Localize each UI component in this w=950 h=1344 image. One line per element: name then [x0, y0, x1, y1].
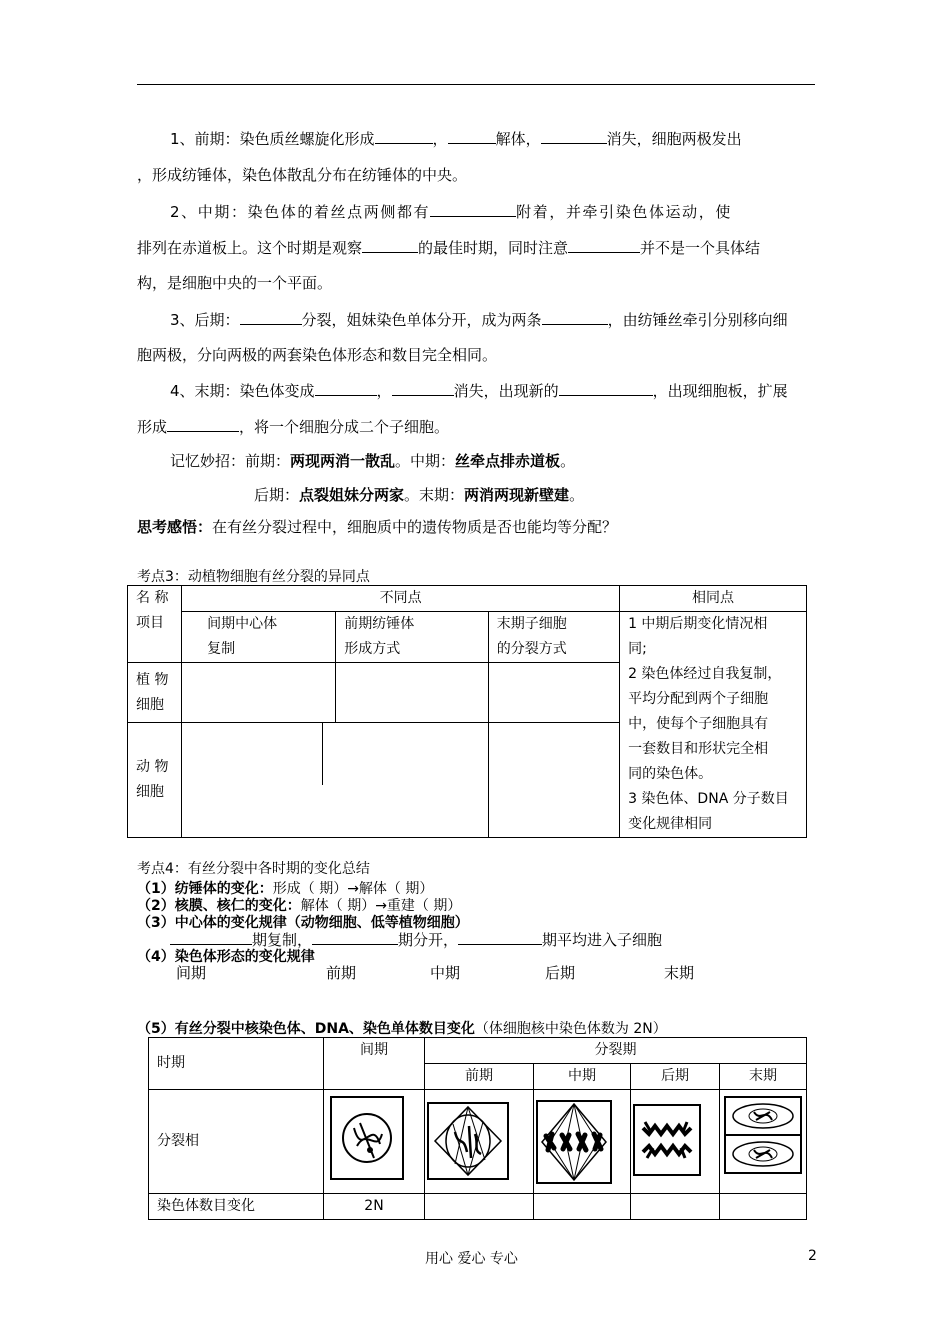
k3-header-diff: 不同点 — [182, 586, 620, 612]
blank — [240, 308, 302, 325]
k5-h-division: 分裂期 — [425, 1038, 807, 1064]
k4-phase-3: 中期 — [430, 964, 461, 982]
blank — [448, 127, 496, 144]
k3-col-cytokinesis: 末期子细胞 的分裂方式 — [488, 612, 619, 663]
k3-row-animal: 动 物 细胞 — [128, 723, 182, 838]
k5-fig-telophase — [720, 1090, 807, 1194]
blank — [559, 379, 653, 396]
para-anaphase: 3、后期： 分裂，姐妹染色单体分开，成为两条 ，由纺锤丝牵引分别移向细 — [170, 308, 788, 330]
k5-fig-interphase — [324, 1090, 425, 1194]
reflection: 思考感悟：在有丝分裂过程中，细胞质中的遗传物质是否也能均等分配？ — [137, 518, 618, 536]
k5-h-prophase: 前期 — [425, 1064, 534, 1090]
cell — [182, 663, 336, 723]
k5-fig-metaphase — [534, 1090, 631, 1194]
blank — [430, 200, 516, 217]
blank — [375, 127, 433, 144]
blank — [542, 308, 608, 325]
k3-row-plant: 植 物 细胞 — [128, 663, 182, 723]
k5-row-phase: 分裂相 — [149, 1090, 324, 1194]
mnemonic-line-2: 后期：点裂姐妹分两家。末期：两消两现新壁建。 — [254, 486, 585, 504]
cell — [425, 1194, 534, 1220]
k5-h-period: 时期 — [149, 1038, 324, 1090]
para-telophase: 4、末期：染色体变成 ， 消失，出现新的 ，出现细胞板，扩展 — [170, 379, 788, 401]
k5-fig-anaphase — [631, 1090, 720, 1194]
k4-line-2: （2）核膜、核仁的变化：解体（ 期）→重建（ 期） — [137, 898, 462, 914]
blank — [541, 127, 607, 144]
k4-phase-5: 末期 — [664, 964, 695, 982]
k5-h-anaphase: 后期 — [631, 1064, 720, 1090]
mnemonic-line-1: 记忆妙招：前期：两现两消一散乱。中期：丝牵点排赤道板。 — [170, 452, 576, 470]
k4-phase-4: 后期 — [545, 964, 576, 982]
blank — [167, 415, 239, 432]
blank — [170, 928, 252, 945]
blank — [312, 928, 398, 945]
blank — [315, 379, 377, 396]
blank — [392, 379, 454, 396]
blank — [458, 928, 542, 945]
blank — [568, 236, 640, 253]
para-anaphase-cont: 胞两极，分向两极的两套染色体形态和数目完全相同。 — [137, 346, 498, 364]
k4-line-3b: 期复制， 期分开， 期平均进入子细胞 — [170, 928, 662, 950]
cell — [534, 1194, 631, 1220]
k5-h-interphase: 间期 — [324, 1038, 425, 1090]
header-rule — [137, 84, 815, 85]
footer-text: 用心 爱心 专心 — [425, 1251, 518, 1267]
k3-same-points: 1 中期后期变化情况相 同; 2 染色体经过自我复制， 平均分配到两个子细胞 中，使每个子细胞具有 一套数目和形状完全相 同的染色体。 3 染色体、DNA 分子数目 变化规律相同 — [620, 612, 807, 838]
k5-row-chromosome: 染色体数目变化 — [149, 1194, 324, 1220]
k4-phase-1: 间期 — [176, 964, 207, 982]
page-number: 2 — [808, 1248, 817, 1264]
k5-fig-prophase — [425, 1090, 534, 1194]
cell — [336, 663, 489, 723]
k5-table — [148, 1037, 807, 1220]
cell — [720, 1194, 807, 1220]
k4-line-4: （4）染色体形态的变化规律 — [137, 949, 315, 965]
blank — [362, 236, 418, 253]
para-metaphase: 2、中期：染色体的着丝点两侧都有 附着，并牵引染色体运动，使 — [170, 200, 732, 222]
k5-h-metaphase: 中期 — [534, 1064, 631, 1090]
k3-table — [127, 585, 807, 838]
k3-header-name: 名 称 项目 — [128, 586, 182, 663]
k3-col-centrosome: 间期中心体 复制 — [182, 612, 336, 663]
k3-col-spindle: 前期纺锤体 形成方式 — [336, 612, 489, 663]
k5-title: （5）有丝分裂中核染色体、DNA、染色单体数目变化（体细胞核中染色体数为 2N） — [137, 1021, 667, 1037]
k4-line-1: （1）纺锤体的变化：形成（ 期）→解体（ 期） — [137, 881, 434, 897]
para-prophase: 1、前期：染色质丝螺旋化形成 ， 解体， 消失，细胞两极发出 — [170, 127, 742, 149]
k5-chromosome-interphase: 2N — [324, 1194, 425, 1220]
k3-title: 考点3：动植物细胞有丝分裂的异同点 — [137, 569, 370, 585]
cell — [182, 723, 489, 838]
k5-h-telophase: 末期 — [720, 1064, 807, 1090]
para-telophase-cont: 形成 ，将一个细胞分成二个子细胞。 — [137, 415, 449, 437]
para-metaphase-end: 构，是细胞中央的一个平面。 — [137, 274, 333, 292]
cell — [488, 723, 619, 838]
para-metaphase-cont: 排列在赤道板上。这个时期是观察 的最佳时期，同时注意 并不是一个具体结 — [137, 236, 760, 258]
para-prophase-cont: ，形成纺锤体，染色体散乱分布在纺锤体的中央。 — [137, 166, 468, 184]
cell — [488, 663, 619, 723]
k4-phase-2: 前期 — [326, 964, 357, 982]
cell — [631, 1194, 720, 1220]
k4-line-3: （3）中心体的变化规律（动物细胞、低等植物细胞） — [137, 915, 469, 931]
k4-title: 考点4：有丝分裂中各时期的变化总结 — [137, 861, 370, 877]
k3-header-same: 相同点 — [620, 586, 807, 612]
